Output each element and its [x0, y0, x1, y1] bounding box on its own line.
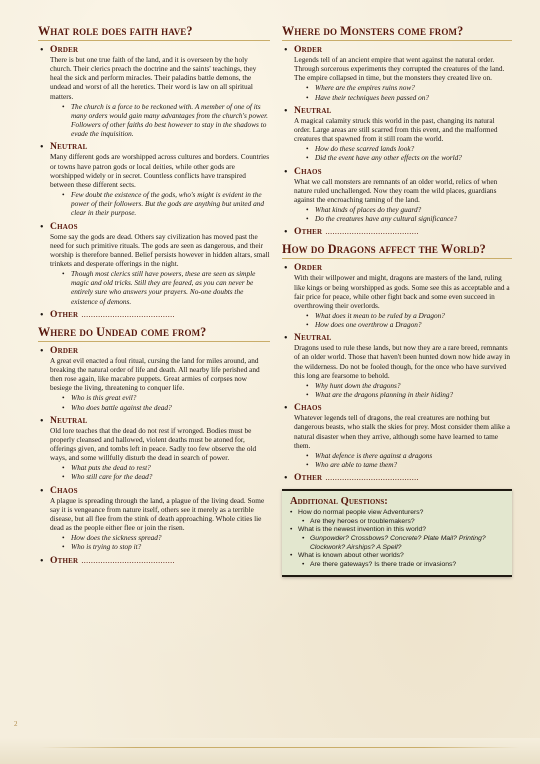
- option-questions: [50, 533, 270, 551]
- option-item: [38, 222, 270, 306]
- option-title: • Order: [294, 262, 323, 274]
- option-item: [38, 556, 270, 566]
- option-description: A great evil enacted a foul ritual, cursing the land for miles around, and breaking the natural order of life and death. All nearby life perished and then rose again, like macabre puppets. Great armies of corpses now besiege the living, threatening to conquer life.: [50, 355, 260, 393]
- question-item: • Who is this great evil?: [62, 393, 270, 402]
- other-option-row: [50, 310, 270, 320]
- option-questions: [294, 205, 512, 223]
- section: [38, 325, 270, 566]
- option-title: • Other: [294, 226, 323, 238]
- question-item: • Who are able to tame them?: [306, 460, 512, 469]
- question-item: • Few doubt the existence of the gods, who's might is evident in the power of their followers. But the gods are anything but united and clear in their purpose.: [62, 190, 270, 217]
- option-questions: [294, 144, 512, 162]
- option-item: [282, 263, 512, 329]
- option-item: [282, 403, 512, 469]
- option-title: • Neutral: [50, 414, 88, 426]
- question-item: • What puts the dead to rest?: [62, 463, 270, 472]
- option-description: Whatever legends tell of dragons, the real creatures are nothing but dangerous beasts, who stalk the skies for prey. Most consider them alike a natural disaster when they arrive, although some have learned to tame them.: [294, 413, 510, 450]
- option-questions: [50, 463, 270, 481]
- option-item: [282, 333, 512, 399]
- option-item: [38, 310, 270, 320]
- additional-questions-list: [290, 509, 504, 569]
- fill-in-dots: .......................................: [81, 555, 175, 565]
- fill-in-dots: .......................................: [81, 309, 175, 319]
- option-description: A magical calamity struck this world in the past, changing its natural order. Large areas are still scarred from this event, and the malformed creatures that spawned from it still roam the world.: [294, 115, 498, 144]
- option-description: Many different gods are worshipped across cultures and borders. Countries or towns have patron gods or local deities, while other gods are worshipped widely or in secret. Countless conflicts have transpired between these different sects.: [50, 152, 270, 189]
- option-description: What we call monsters are remnants of an older world, relics of when nature ruled unchallenged. Now they roam the wild places, guardians against the encroaching taming of the land.: [294, 176, 498, 204]
- question-item: • What are the dragons planning in their hiding?: [306, 390, 512, 399]
- section: [282, 242, 512, 483]
- question-item: • How do these scarred lands look?: [306, 144, 512, 153]
- additional-subquestions: [290, 561, 504, 570]
- additional-subquestions: [290, 535, 504, 552]
- question-item: • Who still care for the dead?: [62, 472, 270, 481]
- section: [282, 24, 512, 237]
- question-item: • What defence is there against a dragons: [306, 451, 512, 460]
- option-title: • Neutral: [294, 104, 332, 116]
- question-item: • Who is trying to stop it?: [62, 542, 270, 551]
- question-item: • The church is a force to be reckoned with. A member of one of its many orders would gain many advantages from the church's power. Followers of other faiths do best however to stay in the shadows to evade the inquisition.: [62, 102, 270, 139]
- question-item: • What does it mean to be ruled by a Dragon?: [306, 311, 512, 320]
- left-sections: [38, 24, 270, 566]
- option-questions: [294, 83, 512, 101]
- option-item: [38, 486, 270, 552]
- option-description: Some say the gods are dead. Others say civilization has moved past the need for such primitive rituals. The gods are seen as dangerous, and their worship is therefore banned. Belief persists however in hidden altars, small trinkets and desperate offerings in the night.: [50, 231, 270, 268]
- right-column: [282, 24, 512, 577]
- additional-subquestion: • Are there gateways? Is there trade or invasions?: [302, 561, 504, 570]
- option-title: • Neutral: [294, 332, 332, 344]
- right-sections: [282, 24, 512, 483]
- option-title: • Order: [294, 44, 323, 55]
- option-item: [282, 106, 512, 163]
- option-item: [38, 142, 270, 217]
- option-item: [282, 227, 512, 237]
- option-title: • Neutral: [50, 141, 88, 153]
- option-title: • Chaos: [50, 484, 78, 496]
- option-questions: [294, 311, 512, 329]
- option-questions: [50, 102, 270, 139]
- additional-question: • How do normal people view Adventurers?: [290, 509, 504, 518]
- question-item: • Why hunt down the dragons?: [306, 381, 512, 390]
- option-questions: [50, 393, 270, 411]
- option-title: • Other: [50, 554, 79, 566]
- option-title: • Other: [50, 308, 79, 320]
- fill-in-dots: .......................................: [325, 473, 419, 483]
- option-list: [282, 263, 512, 483]
- additional-subquestion: • Gunpowder? Crossbows? Concrete? Plate Mail? Printing? Clockwork? Airships? A Spell?: [302, 535, 504, 552]
- additional-questions-box: [282, 489, 512, 577]
- section-heading: What role does faith have?: [38, 24, 270, 41]
- option-description: With their willpower and might, dragons are masters of the land, ruling like kings or being worshipped as gods. Some see this as acceptable and a fair price for peace, while other fight back and some even succeed in overthrowing their overlords.: [294, 273, 510, 310]
- page-footer: [0, 738, 540, 764]
- option-item: [282, 473, 512, 483]
- section-heading: How do Dragons affect the World?: [282, 242, 512, 259]
- option-title: • Chaos: [294, 165, 322, 177]
- other-option-row: [294, 227, 512, 237]
- question-item: • Where are the empires ruins now?: [306, 83, 512, 92]
- option-questions: [50, 269, 270, 306]
- question-item: • Who does battle against the dead?: [62, 403, 270, 412]
- option-item: [282, 45, 512, 102]
- additional-questions-title: Additional Questions:: [290, 496, 388, 508]
- option-title: • Chaos: [294, 402, 322, 414]
- section-heading: Where do Undead come from?: [38, 325, 270, 342]
- option-item: [282, 167, 512, 224]
- additional-subquestion: • Are they heroes or troublemakers?: [302, 518, 504, 527]
- additional-subquestions: [290, 518, 504, 527]
- option-description: Old lore teaches that the dead do not rest if wronged. Bodies must be properly cleansed and hallowed, violent deaths must be atoned for, offerings given, and tombs left in peace. Sadly too few observe the old ways, and some willfully disturb the dead in search of power.: [50, 425, 257, 463]
- option-description: Dragons used to rule these lands, but now they are a rare breed, remnants of an older world. Those that haven't been hunted down now hide away in the wilderness. Do not be fooled though, for the once who have survived this long are fearsome to behold.: [294, 343, 510, 380]
- question-item: • Though most clerics still have powers, these are seen as simple magic and old tricks. Still they are feared, as you can never be entirely sure who answers your prayers. No-one doubts the existence of demons.: [62, 269, 270, 306]
- question-item: • Have their techniques been passed on?: [306, 93, 512, 102]
- option-item: [38, 416, 270, 482]
- option-description: Legends tell of an ancient empire that went against the natural order. Through sorcerous experiments they corrupted the creatures of the land. The empire collapsed in time, but the monsters they created live on.: [294, 55, 505, 83]
- other-option-row: [294, 473, 512, 483]
- option-item: [38, 45, 270, 138]
- question-item: • How does the sickness spread?: [62, 533, 270, 542]
- question-item: • How does one overthrow a Dragon?: [306, 320, 512, 329]
- option-questions: [294, 381, 512, 399]
- option-list: [282, 45, 512, 237]
- other-option-row: [50, 556, 270, 566]
- option-list: [38, 45, 270, 320]
- option-title: • Order: [50, 44, 79, 55]
- question-item: • What kinds of places do they guard?: [306, 205, 512, 214]
- page-number: 2: [14, 720, 18, 728]
- question-item: • Did the event have any other effects on the world?: [306, 153, 512, 162]
- option-item: [38, 346, 270, 412]
- option-title: • Order: [50, 344, 79, 356]
- footer-rule: [40, 747, 520, 748]
- option-title: • Other: [294, 472, 323, 484]
- question-item: • Do the creatures have any cultural significance?: [306, 214, 512, 223]
- additional-question: • What is known about other worlds?: [290, 552, 504, 561]
- section-heading: Where do Monsters come from?: [282, 24, 512, 41]
- option-list: [38, 346, 270, 566]
- option-questions: [50, 190, 270, 217]
- option-questions: [294, 451, 512, 469]
- additional-question: • What is the newest invention in this world?: [290, 526, 504, 535]
- left-column: [38, 24, 270, 571]
- section: [38, 24, 270, 320]
- option-description: There is but one true faith of the land, and it is overseen by the holy church. Their clerics preach the doctrine and the saints' teachings, they heal the sick and perform miracles. Their paladins battle demons, the undead and worst of all the heretics. Their word is law on all spiritual matters.: [50, 55, 257, 101]
- option-title: • Chaos: [50, 220, 78, 232]
- fill-in-dots: .......................................: [325, 227, 419, 237]
- option-description: A plague is spreading through the land, a plague of the living dead. Some say it is vengeance from nature itself, others see it merely as a terrible disease, but all flee from the stink of death approaching. Whole cities lie dead as the people either flee or join the risen.: [50, 495, 265, 533]
